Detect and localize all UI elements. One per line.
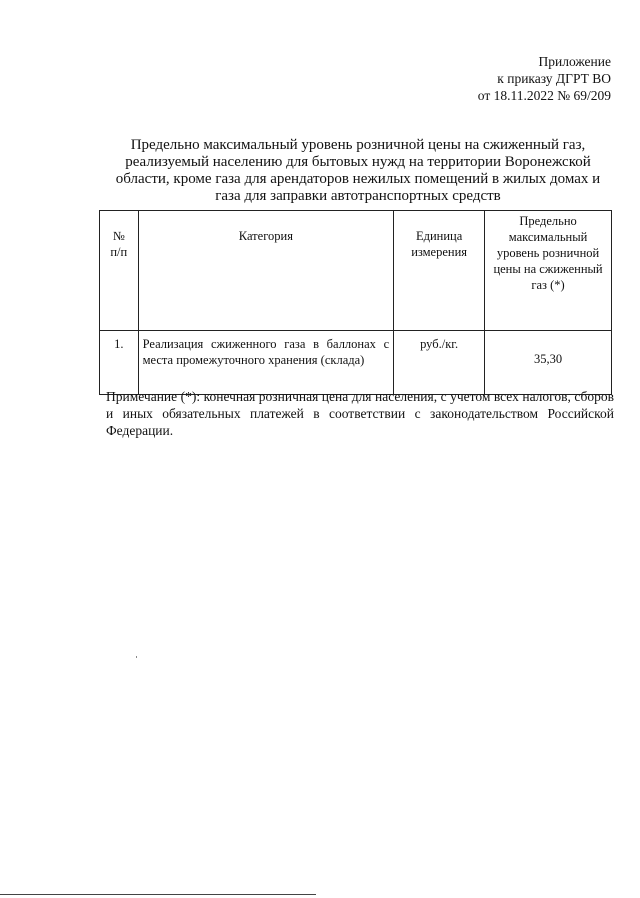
- header-price-line-2: максимальный: [508, 230, 588, 244]
- header-unit: [394, 211, 485, 331]
- row-number: 1.: [100, 331, 139, 395]
- header-price: [485, 211, 612, 331]
- header-number-line-2: п/п: [110, 245, 128, 259]
- document-title: [98, 137, 618, 205]
- header-price-line-3: уровень розничной: [496, 246, 600, 260]
- title-line-4: газа для заправки автотранспортных средств: [215, 188, 501, 204]
- footnote: Примечание (*): конечная розничная цена для населения, с учетом всех налогов, сборов и иных обязательных платежей в соответствии с законодательством Российской Федерации.: [106, 389, 614, 438]
- appendix-order-date: от 18.11.2022 № 69/209: [477, 88, 611, 103]
- header-price-line-1: Предельно: [519, 214, 577, 228]
- appendix-block: [478, 53, 611, 104]
- scan-speck: [136, 656, 137, 658]
- row-unit: руб./кг.: [394, 331, 485, 395]
- header-price-line-5: газ (*): [531, 278, 565, 292]
- table-header-row: [100, 211, 612, 331]
- header-number-line-1: №: [112, 229, 125, 243]
- row-price: 35,30: [485, 331, 612, 395]
- appendix-label: Приложение: [538, 54, 611, 69]
- header-category-label: Категория: [238, 229, 293, 243]
- title-line-1: Предельно максимальный уровень розничной цены на сжиженный газ,: [130, 137, 586, 153]
- table-row: [100, 331, 612, 395]
- bottom-rule: [0, 894, 316, 895]
- price-table: [99, 210, 612, 395]
- header-number: [100, 211, 139, 331]
- header-unit-line-2: измерения: [411, 245, 468, 259]
- header-category: [138, 211, 394, 331]
- title-line-2: реализуемый населению для бытовых нужд на территории Воронежской: [125, 154, 591, 170]
- appendix-order-ref: к приказу ДГРТ ВО: [497, 71, 611, 86]
- row-category: Реализация сжиженного газа в баллонах с места промежуточного хранения (склада): [138, 331, 394, 395]
- header-price-line-4: цены на сжиженный: [493, 262, 603, 276]
- title-line-3: области, кроме газа для арендаторов нежилых помещений в жилых домах и: [115, 171, 601, 187]
- header-unit-line-1: Единица: [415, 229, 463, 243]
